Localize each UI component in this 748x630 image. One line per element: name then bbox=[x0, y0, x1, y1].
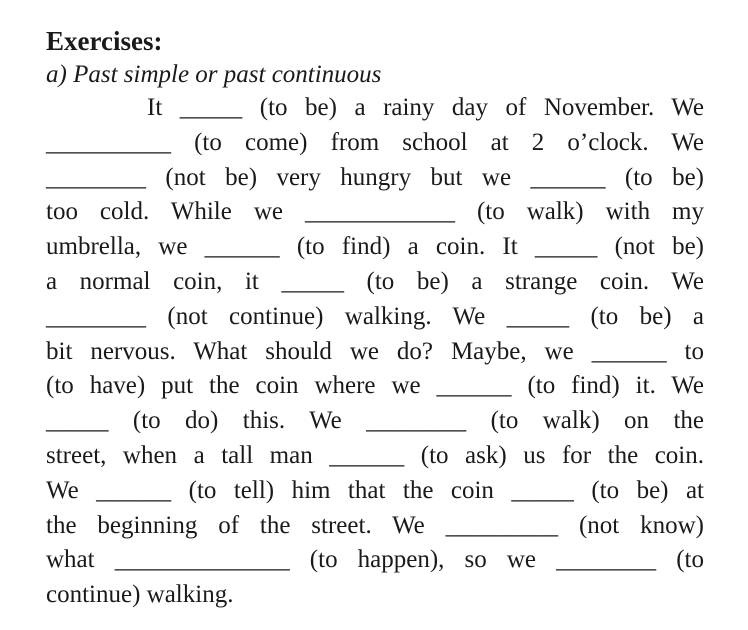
text-line: It _____ (to be) a rainy day of November. We bbox=[147, 94, 704, 121]
exercises-heading: Exercises: bbox=[46, 26, 163, 56]
text-line: (to have) put the coin where we ______ (to find) it. We bbox=[46, 372, 704, 400]
text-line: what ______________ (to happen), so we ________ (to bbox=[46, 546, 704, 574]
text-line: too cold. While we ____________ (to walk) with my bbox=[46, 198, 704, 226]
text-line: ________ (not continue) walking. We _____ (to be) a bbox=[46, 302, 704, 330]
exercise-paragraph bbox=[46, 91, 704, 613]
text-line: street, when a tall man ______ (to ask) us for the coin. bbox=[46, 441, 704, 469]
text-line: ________ (not be) very hungry but we ______ (to be) bbox=[46, 163, 704, 191]
text-line: the beginning of the street. We _________ (not know) bbox=[46, 511, 704, 539]
exercise-subheading: a) Past simple or past continuous bbox=[46, 61, 382, 88]
text-line: continue) walking. bbox=[46, 581, 234, 609]
text-line: We ______ (to tell) him that the coin _____ (to be) at bbox=[46, 476, 704, 504]
text-line: bit nervous. What should we do? Maybe, we ______ to bbox=[46, 337, 704, 365]
text-line: __________ (to come) from school at 2 o’clock. We bbox=[46, 128, 704, 156]
text-line: _____ (to do) this. We ________ (to walk) on the bbox=[46, 407, 704, 435]
text-line: a normal coin, it _____ (to be) a strange coin. We bbox=[46, 267, 704, 295]
text-line: umbrella, we ______ (to find) a coin. It _____ (not be) bbox=[46, 233, 704, 261]
